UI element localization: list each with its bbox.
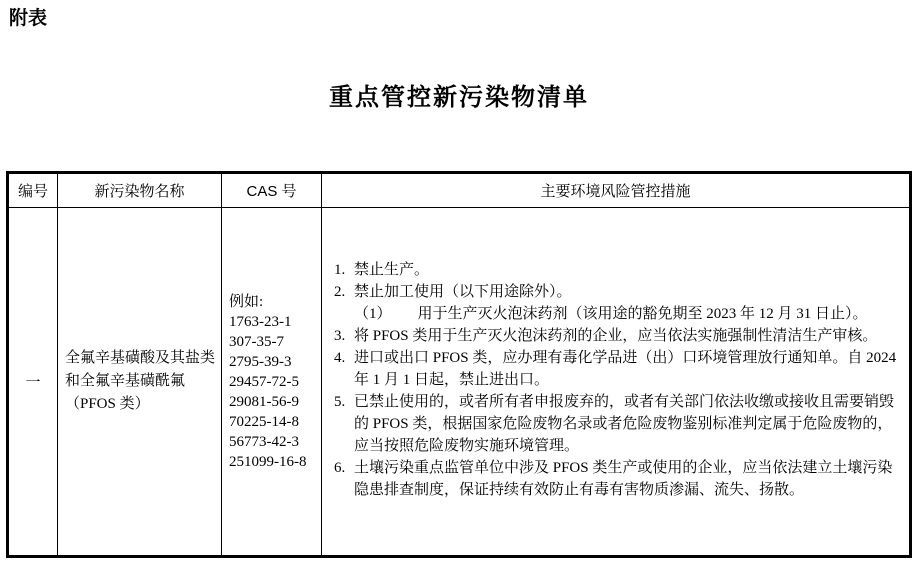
measure-sub-text: 用于生产灭火泡沫药剂（该用途的豁免期至 2023 年 12 月 31 日止）。 (417, 305, 868, 322)
cas-number-list (229, 312, 321, 472)
measure-sub-label: （1） (354, 305, 392, 322)
measures-list (322, 208, 909, 555)
cas-number: 29457-72-5 (229, 373, 299, 390)
cas-number: 251099-16-8 (229, 453, 307, 470)
measure-item (334, 347, 899, 391)
measure-item (334, 457, 899, 501)
cas-number: 29081-56-9 (229, 393, 299, 410)
name-line: （PFOS 类） (65, 396, 150, 412)
measure-sub-item (334, 303, 899, 325)
measure-text: 进口或出口 PFOS 类，应办理有毒化学品进（出）口环境管理放行通知单。自 2024 年 1 月 1 日起，禁止进出口。 (354, 349, 897, 388)
measure-item (334, 281, 899, 303)
cas-label: 例如: (229, 293, 264, 310)
cas-number: 1763-23-1 (229, 313, 292, 330)
measure-number: 1. (334, 261, 346, 278)
cas-number: 2795-39-3 (229, 353, 292, 370)
pollutant-name (58, 208, 222, 555)
measure-item (334, 259, 899, 281)
measure-text: 禁止生产。 (354, 261, 430, 278)
measure-item (334, 325, 899, 347)
cas-number: 56773-42-3 (229, 433, 299, 450)
header-cell-number: 编号 (9, 174, 58, 208)
measure-text: 将 PFOS 类用于生产灭火泡沫药剂的企业，应当依法实施强制性清洁生产审核。 (354, 327, 878, 344)
header-cell-cas: CAS 号 (222, 174, 322, 208)
measure-text: 已禁止使用的，或者所有者申报废弃的，或者有关部门依法收缴或接收且需要销毁的 PFOS 类，根据国家危险废物名录或者危险废物鉴别标准判定属于危险废物的，应当按照危险废物实施环境管理。 (354, 393, 895, 454)
measure-number: 6. (334, 459, 346, 476)
cas-cell (222, 208, 322, 555)
measure-text: 禁止加工使用（以下用途除外）。 (354, 283, 572, 300)
pollutants-table (6, 171, 912, 558)
cas-number: 307-35-7 (229, 333, 284, 350)
header-cell-measures: 主要环境风险管控措施 (322, 174, 909, 208)
name-line: 和全氟辛基磺酰氟 (65, 373, 186, 389)
header-cell-name: 新污染物名称 (58, 174, 222, 208)
measure-number: 3. (334, 327, 346, 344)
measure-item (334, 391, 899, 457)
name-line: 全氟辛基磺酸及其盐类 (65, 350, 216, 366)
row-number-cell: 一 (9, 208, 58, 555)
appendix-label: 附表 (9, 8, 48, 29)
measure-number: 2. (334, 283, 346, 300)
page-title: 重点管控新污染物清单 (329, 85, 589, 111)
measure-number: 4. (334, 349, 346, 366)
measure-number: 5. (334, 393, 346, 410)
measure-text: 土壤污染重点监管单位中涉及 PFOS 类生产或使用的企业，应当依法建立土壤污染隐患排查制度，保证持续有效防止有毒有害物质渗漏、流失、扬散。 (354, 459, 893, 498)
cas-number: 70225-14-8 (229, 413, 299, 430)
